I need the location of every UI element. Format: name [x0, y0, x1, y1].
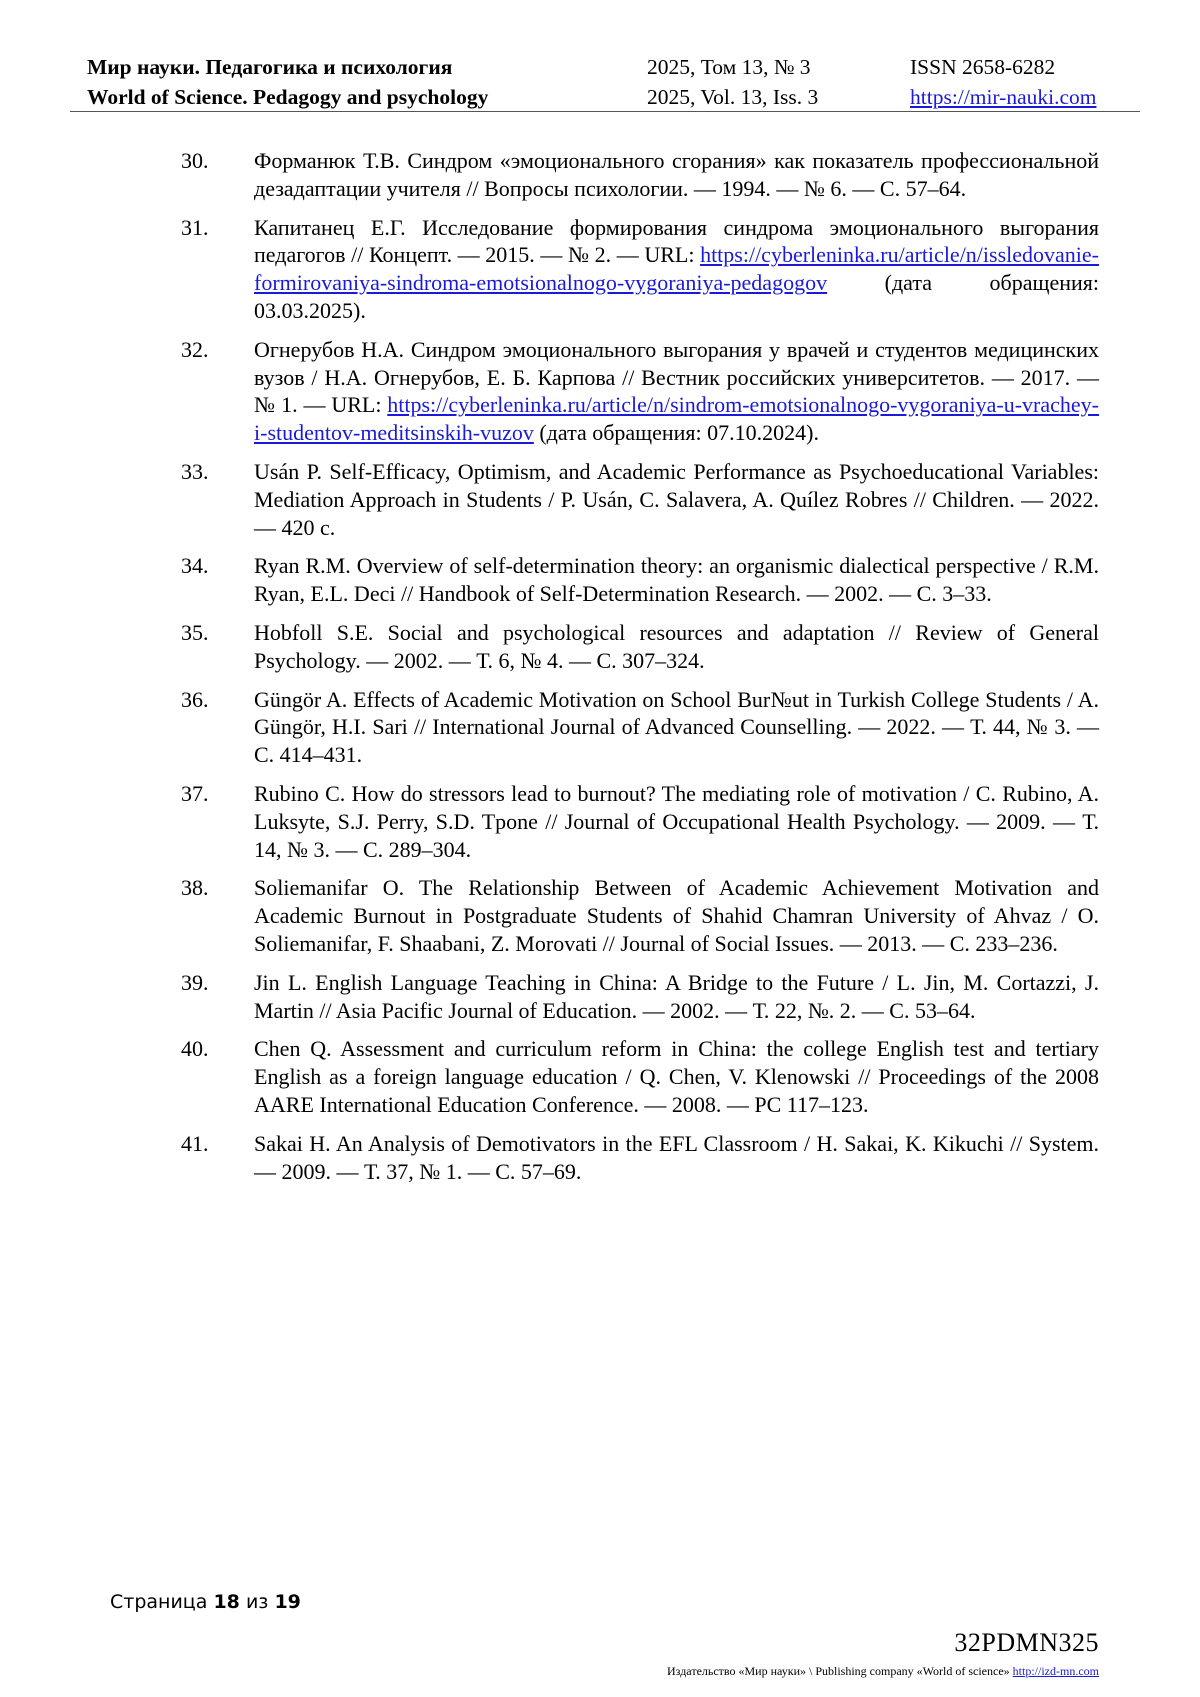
reference-item — [0, 619, 1200, 675]
reference-text: Soliemanifar O. The Relationship Between of Academic Achievement Motivation and Academic Burnout in Postgraduate Students of Shahid Chamran University of Ahvaz / O. Soliemanifar, F. Shaabani, Z. Morovati // Journal of Social Issues. — 2013. — С. 233–236. — [254, 875, 1099, 956]
page-number — [110, 1591, 301, 1613]
reference-text: Ryan R.M. Overview of self-determination theory: an organismic dialectical perspective / R.M. Ryan, E.L. Deci // Handbook of Self-Determination Research. — 2002. — С. 3–33. — [254, 553, 1099, 607]
reference-text: Sakai H. An Analysis of Demotivators in the EFL Classroom / H. Sakai, K. Kikuchi // System. — 2009. — Т. 37, № 1. — С. 57–69. — [254, 1130, 1099, 1184]
reference-number: 36. — [181, 686, 209, 712]
publisher-line — [667, 1664, 1099, 1679]
reference-number: 30. — [181, 148, 209, 173]
journal-title-ru: Мир науки. Педагогика и психология — [87, 55, 453, 79]
reference-number: 35. — [181, 619, 209, 645]
reference-item — [0, 686, 1200, 769]
reference-item — [0, 336, 1200, 447]
reference-text: Hobfoll S.E. Social and psychological resources and adaptation // Review of General Psychology. — 2002. — Т. 6, № 4. — С. 307–324. — [254, 619, 1099, 673]
reference-access-date: (дата обращения: 07.10.2024). — [533, 420, 819, 446]
reference-number: 31. — [181, 214, 209, 240]
reference-number: 38. — [181, 875, 209, 901]
journal-site-link[interactable]: https://mir-nauki.com — [910, 85, 1097, 109]
reference-link[interactable]: https://cyberleninka.ru/article/n/issledovanie-formirovaniya-sindroma-emotsionalnogo-vygoraniya-pedagogov — [254, 242, 1099, 296]
issue-info-en: 2025, Vol. 13, Iss. 3 — [647, 85, 819, 109]
reference-item — [0, 147, 1200, 203]
page-current: 18 — [213, 1591, 240, 1613]
page-label: Страница — [110, 1591, 208, 1613]
reference-number: 41. — [181, 1130, 209, 1156]
reference-number: 39. — [181, 969, 209, 995]
reference-list — [0, 147, 1200, 1196]
journal-title-en: World of Science. Pedagogy and psychology — [87, 85, 489, 109]
reference-item — [0, 874, 1200, 957]
reference-text: Форманюк Т.В. Синдром «эмоционального сгорания» как показатель профессиональной дезадаптации учителя // Вопросы психологии. — 1994. — № 6. — С. 57–64. — [254, 148, 1099, 201]
reference-item — [0, 780, 1200, 863]
reference-text: Огнерубов Н.А. Синдром эмоционального выгорания у врачей и студентов медицинских вузов / Н.А. Огнерубов, Е. Б. Карпова // Вестник российских университетов. — 2017. — № 1. — URL: — [254, 336, 1099, 418]
reference-text: Jin L. English Language Teaching in China: A Bridge to the Future / L. Jin, M. Cortazzi, J. Martin // Asia Pacific Journal of Education. — 2002. — Т. 22, №. 2. — С. 53–64. — [254, 969, 1099, 1023]
issn: ISSN 2658-6282 — [910, 55, 1056, 79]
reference-item — [0, 1035, 1200, 1118]
reference-item — [0, 969, 1200, 1025]
issue-info-ru: 2025, Том 13, № 3 — [647, 55, 811, 79]
reference-text: Капитанец Е.Г. Исследование формирования синдрома эмоционального выгорания педагогов // Концепт. — 2015. — № 2. — URL: — [254, 214, 1099, 268]
reference-text: Chen Q. Assessment and curriculum reform in China: the college English test and tertiary English as a foreign language education / Q. Chen, V. Klenowski // Proceedings of the 2008 AARE International Education Conference. — 2008. — PC 117–123. — [254, 1036, 1099, 1117]
reference-number: 37. — [181, 780, 209, 806]
header-divider — [70, 111, 1140, 112]
journal-header — [87, 52, 1140, 112]
reference-number: 33. — [181, 458, 209, 484]
reference-text: Rubino C. How do stressors lead to burnout? The mediating role of motivation / C. Rubino, A. Luksyte, S.J. Perry, S.D. Tpone // Journal of Occupational Health Psychology. — 2009. — Т. 14, № 3. — С. 289–304. — [254, 780, 1099, 862]
reference-link[interactable]: https://cyberleninka.ru/article/n/sindrom-emotsionalnogo-vygoraniya-u-vrachey-i-studentov-meditsinskih-vuzov — [254, 392, 1099, 446]
page-of-label: из — [245, 1591, 269, 1613]
reference-number: 32. — [181, 336, 209, 362]
reference-item — [0, 552, 1200, 608]
reference-item — [0, 214, 1200, 325]
reference-item — [0, 458, 1200, 541]
reference-access-date: (дата обращения: 03.03.2025). — [254, 270, 1099, 323]
reference-number: 40. — [181, 1036, 209, 1062]
article-code: 32PDMN325 — [954, 1628, 1099, 1657]
page-total: 19 — [274, 1591, 301, 1613]
reference-item — [0, 1130, 1200, 1186]
publisher-text: Издательство «Мир науки» \ Publishing company «World of science» — [667, 1664, 1013, 1678]
publisher-link[interactable]: http://izd-mn.com — [1012, 1664, 1099, 1678]
reference-text: Usán P. Self-Efficacy, Optimism, and Academic Performance as Psychoeducational Variables: Mediation Approach in Students / P. Usán, C. Salavera, A. Quílez Robres // Children. — 2022. — 420 с. — [254, 458, 1099, 540]
reference-number: 34. — [181, 553, 209, 579]
reference-text: Güngör A. Effects of Academic Motivation on School Bur№ut in Turkish College Students / A. Güngör, H.I. Sari // International Journal of Advanced Counselling. — 2022. — Т. 44, № 3. — С. 414–431. — [254, 686, 1099, 768]
